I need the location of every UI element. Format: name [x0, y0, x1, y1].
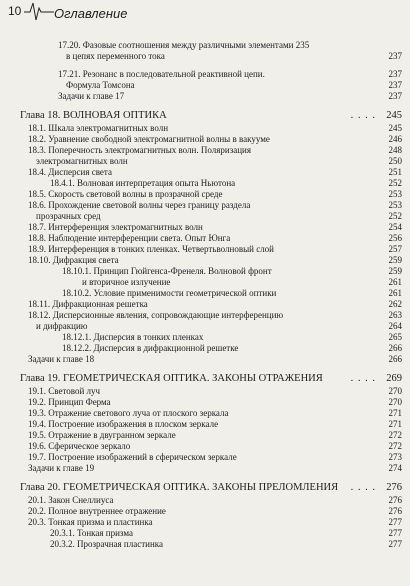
toc-entry-title: и вторичное излучение	[82, 277, 171, 287]
toc-entry-title: 19.5. Отражение в двугранном зеркале	[28, 430, 176, 440]
toc-page-number: 251	[388, 167, 402, 177]
toc-entry-title: 20.3.2. Прозрачная пластинка	[50, 539, 164, 549]
toc-entry-title: 18.7. Интерференция электромагнитных волн	[28, 222, 203, 232]
pulse-line-icon	[24, 0, 54, 22]
table-of-contents	[0, 40, 410, 550]
toc-entry-row[interactable]	[0, 255, 410, 266]
toc-entry-title: Глава 20. ГЕОМЕТРИЧЕСКАЯ ОПТИКА. ЗАКОНЫ ПРЕЛОМЛЕНИЯ	[20, 482, 339, 493]
toc-entry-row[interactable]	[0, 299, 410, 310]
toc-page-number: 269	[386, 373, 402, 384]
toc-entry-row[interactable]	[0, 211, 410, 222]
toc-chapter-row[interactable]	[0, 372, 410, 386]
toc-entry-row[interactable]	[0, 310, 410, 321]
toc-page-number: 274	[388, 463, 402, 473]
toc-page-number: 259	[388, 266, 402, 276]
toc-entry-row[interactable]	[0, 397, 410, 408]
toc-page-number: 253	[388, 189, 402, 199]
toc-entry-title: 18.10. Дифракция света	[28, 255, 119, 265]
toc-page-number: 237	[388, 80, 402, 90]
spacer	[0, 474, 410, 481]
dot-leader: . . . .	[350, 110, 376, 121]
toc-page-number: 276	[386, 482, 402, 493]
toc-entry-title: 18.2. Уравнение свободной электромагнитной волны в вакууме	[28, 134, 270, 144]
toc-entry-title: 19.4. Построение изображения в плоском зеркале	[28, 419, 219, 429]
spacer	[0, 62, 410, 69]
toc-page-number: 261	[388, 288, 402, 298]
toc-page-number: 257	[388, 244, 402, 254]
toc-entry-row[interactable]	[0, 332, 410, 343]
toc-page-number: 245	[386, 110, 402, 121]
toc-page-number: 273	[388, 452, 402, 462]
toc-page-number: 266	[388, 343, 402, 353]
toc-entry-title: Глава 19. ГЕОМЕТРИЧЕСКАЯ ОПТИКА. ЗАКОНЫ ОТРАЖЕНИЯ	[20, 373, 323, 384]
toc-page-number: 246	[388, 134, 402, 144]
page-number: 10	[8, 4, 22, 18]
toc-entry-row[interactable]	[0, 517, 410, 528]
toc-entry-title: 19.6. Сферическое зеркало	[28, 441, 131, 451]
toc-page-number: 277	[388, 528, 402, 538]
toc-page-number: 248	[388, 145, 402, 155]
toc-entry-title: 20.3.1. Тонкая призма	[50, 528, 133, 538]
toc-entry-title: 18.3. Поперечность электромагнитных волн. Поляризация	[28, 145, 252, 155]
toc-entry-title: 19.1. Световой луч	[28, 386, 101, 396]
toc-entry-title: 18.11. Дифракционная решетка	[28, 299, 148, 309]
toc-entry-row[interactable]	[0, 233, 410, 244]
toc-page-number: 277	[388, 517, 402, 527]
toc-page-number: 254	[388, 222, 402, 232]
toc-entry-row[interactable]	[0, 200, 410, 211]
toc-page-number: 272	[388, 441, 402, 451]
spacer	[0, 102, 410, 109]
toc-entry-row[interactable]	[0, 408, 410, 419]
toc-entry-title: 18.9. Интерференция в тонких пленках. Четвертьволновый слой	[28, 244, 275, 254]
toc-entry-row[interactable]	[0, 80, 410, 91]
toc-entry-title: 17.21. Резонанс в последовательной реактивной цепи.	[58, 69, 265, 79]
toc-entry-row[interactable]	[0, 145, 410, 156]
toc-entry-row[interactable]	[0, 134, 410, 145]
toc-page-number: 276	[388, 495, 402, 505]
spacer	[0, 365, 410, 372]
toc-entry-row[interactable]	[0, 539, 410, 550]
dot-leader: . . . .	[350, 373, 376, 384]
toc-entry-row[interactable]	[0, 354, 410, 365]
toc-chapter-row[interactable]	[0, 481, 410, 495]
page-header	[6, 0, 404, 42]
toc-page-number: 253	[388, 200, 402, 210]
toc-page-number: 277	[388, 539, 402, 549]
toc-entry-row[interactable]	[0, 156, 410, 167]
toc-entry-row[interactable]	[0, 244, 410, 255]
toc-entry-title: Глава 18. ВОЛНОВАЯ ОПТИКА	[20, 110, 167, 121]
toc-page-number: 237	[388, 91, 402, 101]
toc-entry-row[interactable]	[0, 178, 410, 189]
toc-entry-row[interactable]	[0, 463, 410, 474]
toc-page-number: 270	[388, 397, 402, 407]
toc-page-number: 261	[388, 277, 402, 287]
toc-page-number: 252	[388, 211, 402, 221]
toc-entry-row[interactable]	[0, 441, 410, 452]
toc-entry-row[interactable]	[0, 321, 410, 332]
toc-entry-row[interactable]	[0, 40, 410, 51]
toc-entry-title: в цепях переменного тока	[66, 51, 165, 61]
toc-entry-title: 17.20. Фазовые соотношения между различными элементами 235	[58, 40, 310, 50]
toc-entry-row[interactable]	[0, 343, 410, 354]
toc-page-number: 256	[388, 233, 402, 243]
toc-entry-title: электромагнитных волн	[36, 156, 128, 166]
running-title: Оглавление	[54, 6, 128, 21]
toc-entry-row[interactable]	[0, 430, 410, 441]
toc-entry-title: Задачи к главе 19	[28, 463, 95, 473]
toc-entry-title: 18.4. Дисперсия света	[28, 167, 112, 177]
dot-leader: . . . .	[350, 482, 376, 493]
toc-entry-title: 18.12.2. Дисперсия в дифракционной решетке	[62, 343, 239, 353]
toc-entry-row[interactable]	[0, 69, 410, 80]
toc-entry-row[interactable]	[0, 419, 410, 430]
toc-page-number: 276	[388, 506, 402, 516]
toc-entry-row[interactable]	[0, 528, 410, 539]
toc-page-number: 265	[388, 332, 402, 342]
toc-entry-title: 18.10.1. Принцип Гюйгенса-Френеля. Волновой фронт	[62, 266, 272, 276]
toc-page-number: 259	[388, 255, 402, 265]
toc-entry-title: Формула Томсона	[66, 80, 135, 90]
toc-entry-row[interactable]	[0, 167, 410, 178]
toc-entry-title: 18.5. Скорость световой волны в прозрачной среде	[28, 189, 223, 199]
toc-page-number: 262	[388, 299, 402, 309]
toc-page-number: 266	[388, 354, 402, 364]
toc-entry-title: 20.1. Закон Снеллиуса	[28, 495, 114, 505]
toc-page-number: 271	[388, 408, 402, 418]
toc-page-number: 237	[388, 69, 402, 79]
toc-page-number: 264	[388, 321, 402, 331]
toc-entry-row[interactable]	[0, 91, 410, 102]
toc-chapter-row[interactable]	[0, 109, 410, 123]
toc-entry-title: 20.3. Тонкая призма и пластинка	[28, 517, 153, 527]
toc-entry-title: 19.2. Принцип Ферма	[28, 397, 111, 407]
toc-entry-title: 18.4.1. Волновая интерпретация опыта Ньютона	[50, 178, 236, 188]
toc-entry-title: 18.8. Наблюдение интерференции света. Опыт Юнга	[28, 233, 231, 243]
toc-entry-row[interactable]	[0, 277, 410, 288]
toc-entry-title: прозрачных сред	[36, 211, 101, 221]
toc-entry-row[interactable]	[0, 386, 410, 397]
toc-entry-title: и дифракцию	[36, 321, 88, 331]
toc-entry-row[interactable]	[0, 506, 410, 517]
toc-page-number: 250	[388, 156, 402, 166]
toc-entry-row[interactable]	[0, 452, 410, 463]
toc-entry-row[interactable]	[0, 288, 410, 299]
toc-entry-row[interactable]	[0, 495, 410, 506]
toc-entry-title: 18.10.2. Условие применимости геометрической оптики	[62, 288, 277, 298]
toc-page-number: 237	[388, 51, 402, 61]
toc-entry-row[interactable]	[0, 266, 410, 277]
toc-page-number: 263	[388, 310, 402, 320]
toc-page-number: 270	[388, 386, 402, 396]
toc-entry-title: 18.1. Шкала электромагнитных волн	[28, 123, 169, 133]
toc-entry-title: 18.12. Дисперсионные явления, сопровождающие интерференцию	[28, 310, 284, 320]
toc-page-number: 252	[388, 178, 402, 188]
toc-entry-title: 19.7. Построение изображений в сферическом зеркале	[28, 452, 237, 462]
toc-page-number: 271	[388, 419, 402, 429]
toc-entry-title: Задачи к главе 17	[58, 91, 125, 101]
toc-entry-title: 18.6. Прохождение световой волны через границу раздела	[28, 200, 251, 210]
toc-entry-row[interactable]	[0, 189, 410, 200]
toc-entry-title: 19.3. Отражение светового луча от плоского зеркала	[28, 408, 229, 418]
toc-entry-title: 18.12.1. Дисперсия в тонких пленках	[62, 332, 204, 342]
toc-entry-row[interactable]	[0, 51, 410, 62]
toc-entry-row[interactable]	[0, 123, 410, 134]
toc-page-number: 272	[388, 430, 402, 440]
toc-entry-title: 20.2. Полное внутреннее отражение	[28, 506, 166, 516]
toc-entry-row[interactable]	[0, 222, 410, 233]
toc-page-number: 245	[388, 123, 402, 133]
toc-entry-title: Задачи к главе 18	[28, 354, 95, 364]
